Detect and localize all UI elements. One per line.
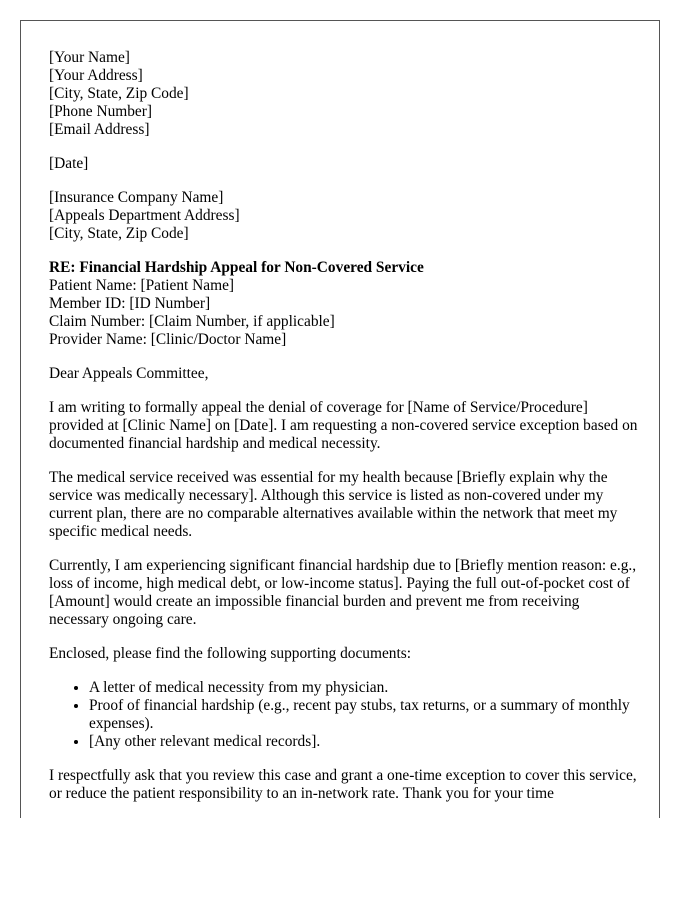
sender-address: [Your Address] [49,67,143,84]
recipient-address: [Appeals Department Address] [49,207,240,224]
recipient-company: [Insurance Company Name] [49,189,224,206]
letter-body [49,49,639,818]
recipient-city-state-zip: [City, State, Zip Code] [49,225,189,242]
sender-city-state-zip: [City, State, Zip Code] [49,85,189,102]
provider-name: Provider Name: [Clinic/Doctor Name] [49,331,287,348]
paragraph-financial-hardship: Currently, I am experiencing significant financial hardship due to [Briefly mention reason: e.g., loss of income, high medical debt, or low-income status]. Paying the full out-of-pocket cost of [Amount] would create an impossible financial burden and prevent me from receiving necessary ongoing care. [49,557,637,628]
sender-name: [Your Name] [49,49,130,66]
recipient-block [49,189,639,243]
sender-block [49,49,639,139]
sender-phone: [Phone Number] [49,103,153,120]
claim-number: Claim Number: [Claim Number, if applicable] [49,313,335,330]
member-id: Member ID: [ID Number] [49,295,211,312]
list-item: • [Any other relevant medical records]. [89,733,639,751]
paragraph-appeal-intro: I am writing to formally appeal the denial of coverage for [Name of Service/Procedure] provided at [Clinic Name] on [Date]. I am requesting a non-covered service exception based on documented financial hardship and medical necessity. [49,399,638,452]
paragraph-enclosures-intro: Enclosed, please find the following supporting documents: [49,645,412,662]
date-block [49,155,639,173]
list-item: • Proof of financial hardship (e.g., recent pay stubs, tax returns, or a summary of monthly expenses). [89,697,639,733]
sender-email: [Email Address] [49,121,150,138]
subject-line: RE: Financial Hardship Appeal for Non-Covered Service [49,259,424,276]
patient-name: Patient Name: [Patient Name] [49,277,235,294]
paragraph-medical-necessity: The medical service received was essential for my health because [Briefly explain why the service was medically necessary]. Although this service is listed as non-covered under my current plan, there are no comparable alternatives available within the network that meet my specific medical needs. [49,469,618,540]
letter-date: [Date] [49,155,89,172]
supporting-documents-list [49,679,639,751]
letter-page [20,20,660,818]
paragraph-closing-request: I respectfully ask that you review this case and grant a one-time exception to cover this service, or reduce the patient responsibility to an in-network rate. Thank you for your time [49,767,637,802]
list-item: • A letter of medical necessity from my physician. [89,679,639,697]
salutation: Dear Appeals Committee, [49,365,209,382]
reference-block [49,259,639,349]
